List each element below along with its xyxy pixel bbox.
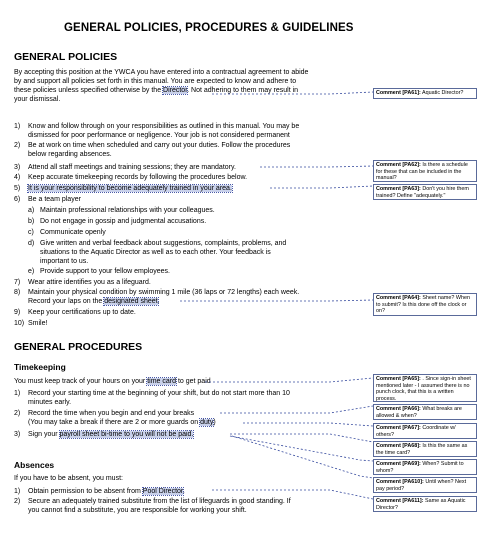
list-item-cont: minutes early.	[28, 399, 72, 406]
highlight-duty[interactable]: duty	[200, 419, 214, 426]
comment-balloon[interactable]: Comment [PA62]: Is there a schedule for these that can be included in the manual?	[373, 160, 477, 182]
comment-balloon[interactable]: Comment [PA67]: Coordinate w/ others?	[373, 423, 477, 439]
timekeeping-intro: You must keep track of your hours on your time card to get paid	[14, 378, 211, 385]
list-item: 8) Maintain your physical condition by swimming 1 mile (36 laps or 72 lengths) each week.	[14, 289, 300, 296]
highlight-time-card[interactable]: time card	[147, 378, 176, 385]
list-item-cont: Record your laps on the designated sheet.	[28, 298, 160, 305]
comment-balloon[interactable]: Comment [PA61]: Aquatic Director?	[373, 88, 477, 99]
sub-list-item: e) Provide support to your fellow employees.	[28, 268, 170, 275]
sub-list-item: a) Maintain professional relationships with your colleagues.	[28, 207, 215, 214]
highlight-designated-sheet[interactable]: designated sheet	[104, 298, 158, 305]
comment-balloon[interactable]: Comment [PA66]: What breaks are allowed & when?	[373, 404, 477, 420]
highlight-payroll-sheet[interactable]: payroll sheet bi-time to you will not be paid.	[59, 431, 194, 438]
absences-intro: If you have to be absent, you must:	[14, 475, 123, 482]
intro-line-1: By accepting this position at the YWCA you have entered into a contractual agreement to abide	[14, 69, 309, 76]
absences-heading: Absences	[14, 460, 55, 470]
intro-line-2: by and support all policies set forth in this manual. You are expected to know and adhere to	[14, 78, 297, 85]
document-title: GENERAL POLICIES, PROCEDURES & GUIDELINES	[64, 22, 354, 34]
intro-line-3: these policies unless specified otherwise by the Director. Not adhering to them may result in	[14, 87, 299, 94]
sub-list-item-cont: important to us.	[40, 258, 89, 265]
comment-balloon[interactable]: Comment [PA69]: When? Submit to whom?	[373, 459, 477, 475]
comment-balloon[interactable]: Comment [PA64]: Sheet name? When to submit? Is this done off the clock or on?	[373, 293, 477, 316]
list-item: 5) It is your responsibility to become adequately trained in your area.	[14, 185, 232, 192]
comment-balloon[interactable]: Comment [PA65]: . Since sign-in sheet mentioned later - I assumed there is no punch clock, that this is a written process.	[373, 374, 477, 402]
intro-line-4: your dismissal.	[14, 96, 61, 103]
list-item: 3) Attend all staff meetings and training sessions; they are mandatory.	[14, 164, 236, 171]
comment-balloon[interactable]: Comment [PA611]: Same as Aquatic Director?	[373, 496, 477, 512]
timekeeping-heading: Timekeeping	[14, 362, 66, 372]
sub-list-item: b) Do not engage in gossip and judgmental accusations.	[28, 218, 207, 225]
list-item-cont: you cannot find a substitute, you are responsible for working your shift.	[28, 507, 247, 514]
comment-balloon[interactable]: Comment [PA610]: Until when? Next pay period?	[373, 477, 477, 493]
list-item: 2) Record the time when you begin and end your breaks	[14, 410, 195, 417]
highlight-director[interactable]: Director	[163, 87, 188, 94]
list-item: 9) Keep your certifications up to date.	[14, 309, 136, 316]
general-policies-heading: GENERAL POLICIES	[14, 51, 118, 63]
comment-balloon[interactable]: Comment [PA68]: Is this the same as the time card?	[373, 441, 477, 457]
sub-list-item: c) Communicate openly	[28, 229, 106, 236]
sub-list-item-cont: situations to the Aquatic Director as well as to each other. Your feedback is	[40, 249, 271, 256]
list-item: 4) Keep accurate timekeeping records by following the procedures below.	[14, 174, 248, 181]
list-item-cont: (You may take a break if there are 2 or more guards on duty)	[28, 419, 216, 426]
comment-balloon[interactable]: Comment [PA63]: Don't you hire them trained? Define "adequately."	[373, 184, 477, 200]
list-item: 1) Know and follow through on your responsibilities as outlined in this manual. You may be	[14, 123, 300, 130]
list-item: 1) Obtain permission to be absent from Pool Director.	[14, 488, 185, 495]
list-item: 2) Secure an adequately trained substitute from the list of lifeguards in good standing. If	[14, 498, 291, 505]
highlight-pool-director[interactable]: Pool Director	[142, 488, 183, 495]
list-item: 7) Wear attire identifies you as a lifeguard.	[14, 279, 151, 286]
list-item: 6) Be a team player	[14, 196, 81, 203]
list-item: 3) Sign your payroll sheet bi-time to you will not be paid.	[14, 431, 194, 438]
list-item: 1) Record your starting time at the beginning of your shift, but do not start more than 10	[14, 390, 290, 397]
list-item-cont: below regarding absences.	[28, 151, 112, 158]
list-item: 10) Smile!	[14, 320, 48, 327]
sub-list-item: d) Give written and verbal feedback about suggestions, complaints, problems, and	[28, 240, 287, 247]
list-item: 2) Be at work on time when scheduled and carry out your duties. Follow the procedures	[14, 142, 291, 149]
list-item-cont: dismissed for poor performance or negligence. Your job is not considered permanent	[28, 132, 290, 139]
highlight-responsibility[interactable]: It is your responsibility to become adequately trained in your area.	[28, 185, 232, 192]
general-procedures-heading: GENERAL PROCEDURES	[14, 341, 143, 353]
